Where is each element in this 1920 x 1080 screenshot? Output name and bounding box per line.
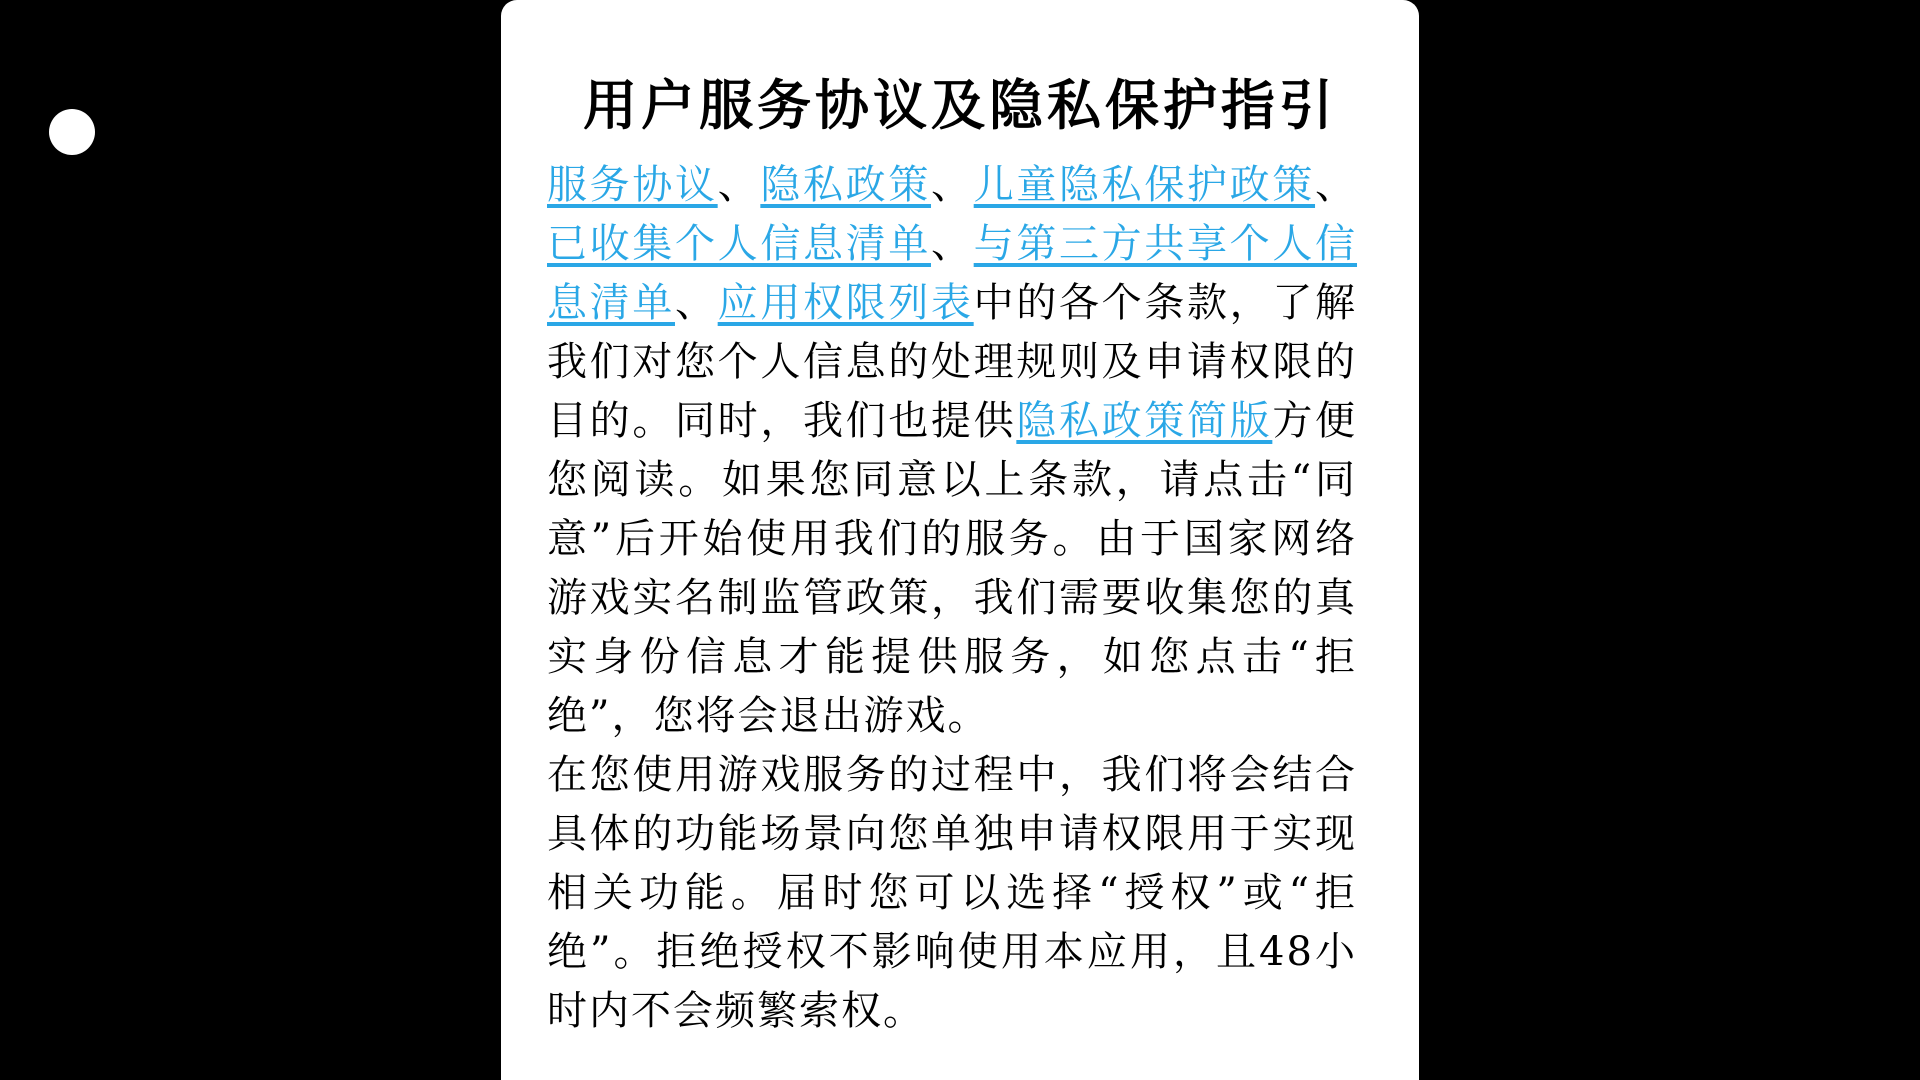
dialog-title: 用户服务协议及隐私保护指引 <box>583 73 1337 137</box>
link-user-agreement[interactable]: 服务协议 <box>547 162 718 208</box>
agreement-scroll-area[interactable] <box>547 162 1358 1080</box>
link-third-party-share-list[interactable]: 与第三方共享个人信息清单 <box>547 221 1358 326</box>
separator: 、 <box>931 221 974 267</box>
floating-assistive-button[interactable] <box>49 109 95 155</box>
agreement-paragraph-1 <box>547 156 1357 746</box>
agreement-dialog <box>501 0 1419 1080</box>
link-collected-info-list[interactable]: 已收集个人信息清单 <box>547 221 931 267</box>
agreement-body <box>547 156 1357 1041</box>
paragraph-text: 中的各个条款，了解我们对您个人信息的处理规则及申请权限的目的。同时，我们也提供 <box>547 280 1358 444</box>
paragraph-text: 方便您阅读。如果您同意以上条款，请点击“同意”后开始使用我们的服务。由于国家网络游戏实名制监管政策，我们需要收集您的真实身份信息才能提供服务，如您点击“拒绝”，您将会退出游戏。 <box>547 398 1358 739</box>
link-app-permission-list[interactable]: 应用权限列表 <box>717 280 974 326</box>
link-privacy-policy[interactable]: 隐私政策 <box>760 162 932 208</box>
link-child-privacy-policy[interactable]: 儿童隐私保护政策 <box>973 162 1316 208</box>
link-privacy-policy-brief[interactable]: 隐私政策简版 <box>1016 398 1273 444</box>
separator: 、 <box>675 280 718 326</box>
separator: 、 <box>1315 162 1358 208</box>
separator: 、 <box>717 162 761 208</box>
separator: 、 <box>931 162 974 208</box>
agreement-paragraph-2: 在您使用游戏服务的过程中，我们将会结合具体的功能场景向您单独申请权限用于实现相关功能。届时您可以选择“授权”或“拒绝”。拒绝授权不影响使用本应用，且48小时内不会频繁索权。 <box>547 752 1357 1034</box>
